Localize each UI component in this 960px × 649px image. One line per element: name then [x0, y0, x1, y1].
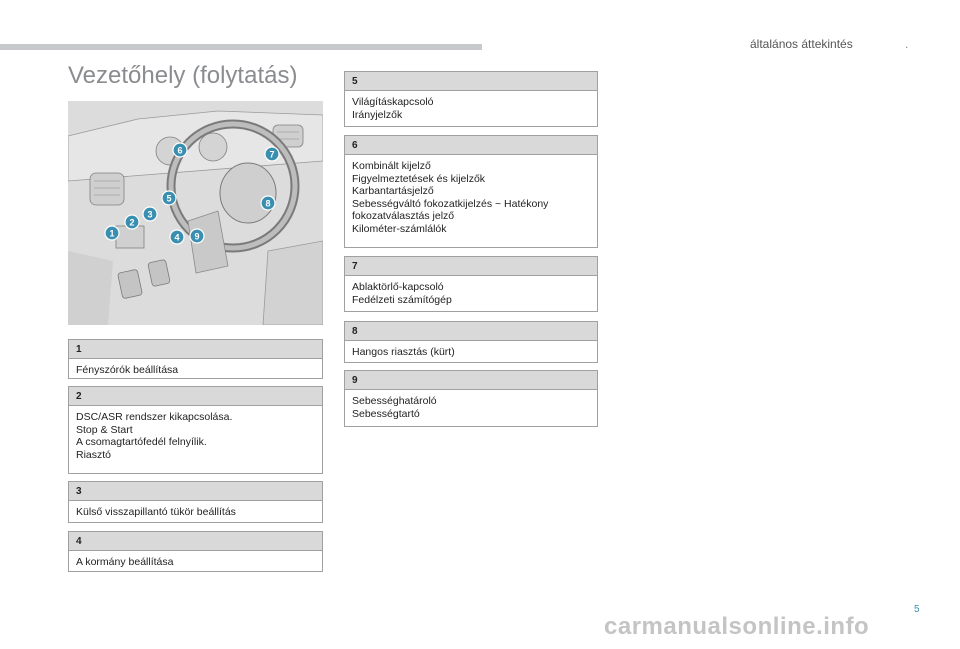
marker-7-icon	[265, 147, 279, 161]
info-box-line: Kombinált kijelző	[352, 160, 431, 172]
info-box-6	[344, 135, 598, 248]
info-box-line: Külső visszapillantó tükör beállítás	[76, 506, 236, 518]
marker-3-icon	[143, 207, 157, 221]
info-box-7	[344, 256, 598, 312]
svg-text:9: 9	[194, 231, 200, 242]
marker-8-icon	[261, 196, 275, 210]
svg-text:5: 5	[166, 193, 172, 204]
info-box-number: 4	[69, 532, 322, 551]
dashboard-illustration	[68, 101, 323, 325]
info-box-line: Figyelmeztetések és kijelzők	[352, 172, 486, 185]
info-box-line: fokozatválasztás jelző	[352, 210, 455, 222]
info-box-3	[68, 481, 323, 523]
watermark: carmanualsonline.info	[604, 613, 870, 640]
info-box-line: Ablaktörlő-kapcsoló	[352, 281, 444, 293]
info-box-line: A kormány beállítása	[76, 556, 174, 568]
info-box-4	[68, 531, 323, 572]
info-box-line: Fényszórók beállítása	[76, 364, 179, 376]
marker-4-icon	[170, 230, 184, 244]
info-box-line: Sebességtartó	[352, 407, 420, 420]
info-box-5	[344, 71, 598, 127]
info-box-2	[68, 386, 323, 474]
info-box-line: Sebességváltó fokozatkijelzés ~ Hatékony	[352, 197, 549, 210]
header-rule	[0, 44, 482, 50]
marker-1-icon	[105, 226, 119, 240]
info-box-9	[344, 370, 598, 427]
info-box-number: 3	[69, 482, 322, 501]
info-box-line: DSC/ASR rendszer kikapcsolása.	[76, 411, 233, 423]
info-box-number: 5	[345, 72, 597, 91]
svg-text:6: 6	[177, 145, 183, 156]
info-box-number: 1	[69, 340, 322, 359]
info-box-line: Stop & Start	[76, 423, 133, 436]
section-label: általános áttekintés	[750, 37, 853, 51]
info-box-1	[68, 339, 323, 379]
marker-2-icon	[125, 215, 139, 229]
info-box-number: 2	[69, 387, 322, 406]
info-box-line: A csomagtartófedél felnyílik.	[76, 436, 207, 448]
info-box-line: Fedélzeti számítógép	[352, 293, 452, 306]
svg-text:2: 2	[129, 217, 135, 228]
info-box-line: Karbantartásjelző	[352, 185, 434, 197]
info-box-line: Riasztó	[76, 448, 112, 461]
info-box-number: 8	[345, 322, 597, 341]
svg-text:7: 7	[269, 149, 275, 160]
marker-9-icon	[190, 229, 204, 243]
info-box-line: Sebességhatároló	[352, 395, 437, 407]
info-box-line: Irányjelzők	[352, 108, 403, 121]
marker-6-icon	[173, 143, 187, 157]
info-box-line: Kilométer-számlálók	[352, 222, 447, 235]
info-box-number: 6	[345, 136, 597, 155]
info-box-number: 9	[345, 371, 597, 390]
svg-text:1: 1	[109, 228, 115, 239]
info-box-8	[344, 321, 598, 363]
svg-text:8: 8	[265, 198, 271, 209]
info-box-line: Világításkapcsoló	[352, 96, 434, 108]
svg-text:4: 4	[174, 232, 180, 243]
svg-text:3: 3	[147, 209, 153, 220]
marker-5-icon	[162, 191, 176, 205]
page-number: 5	[914, 604, 920, 615]
info-box-line: Hangos riasztás (kürt)	[352, 346, 455, 358]
marker-layer	[68, 101, 323, 325]
page-title: Vezetőhely (folytatás)	[68, 62, 298, 89]
info-box-number: 7	[345, 257, 597, 276]
section-dot: .	[905, 37, 909, 51]
